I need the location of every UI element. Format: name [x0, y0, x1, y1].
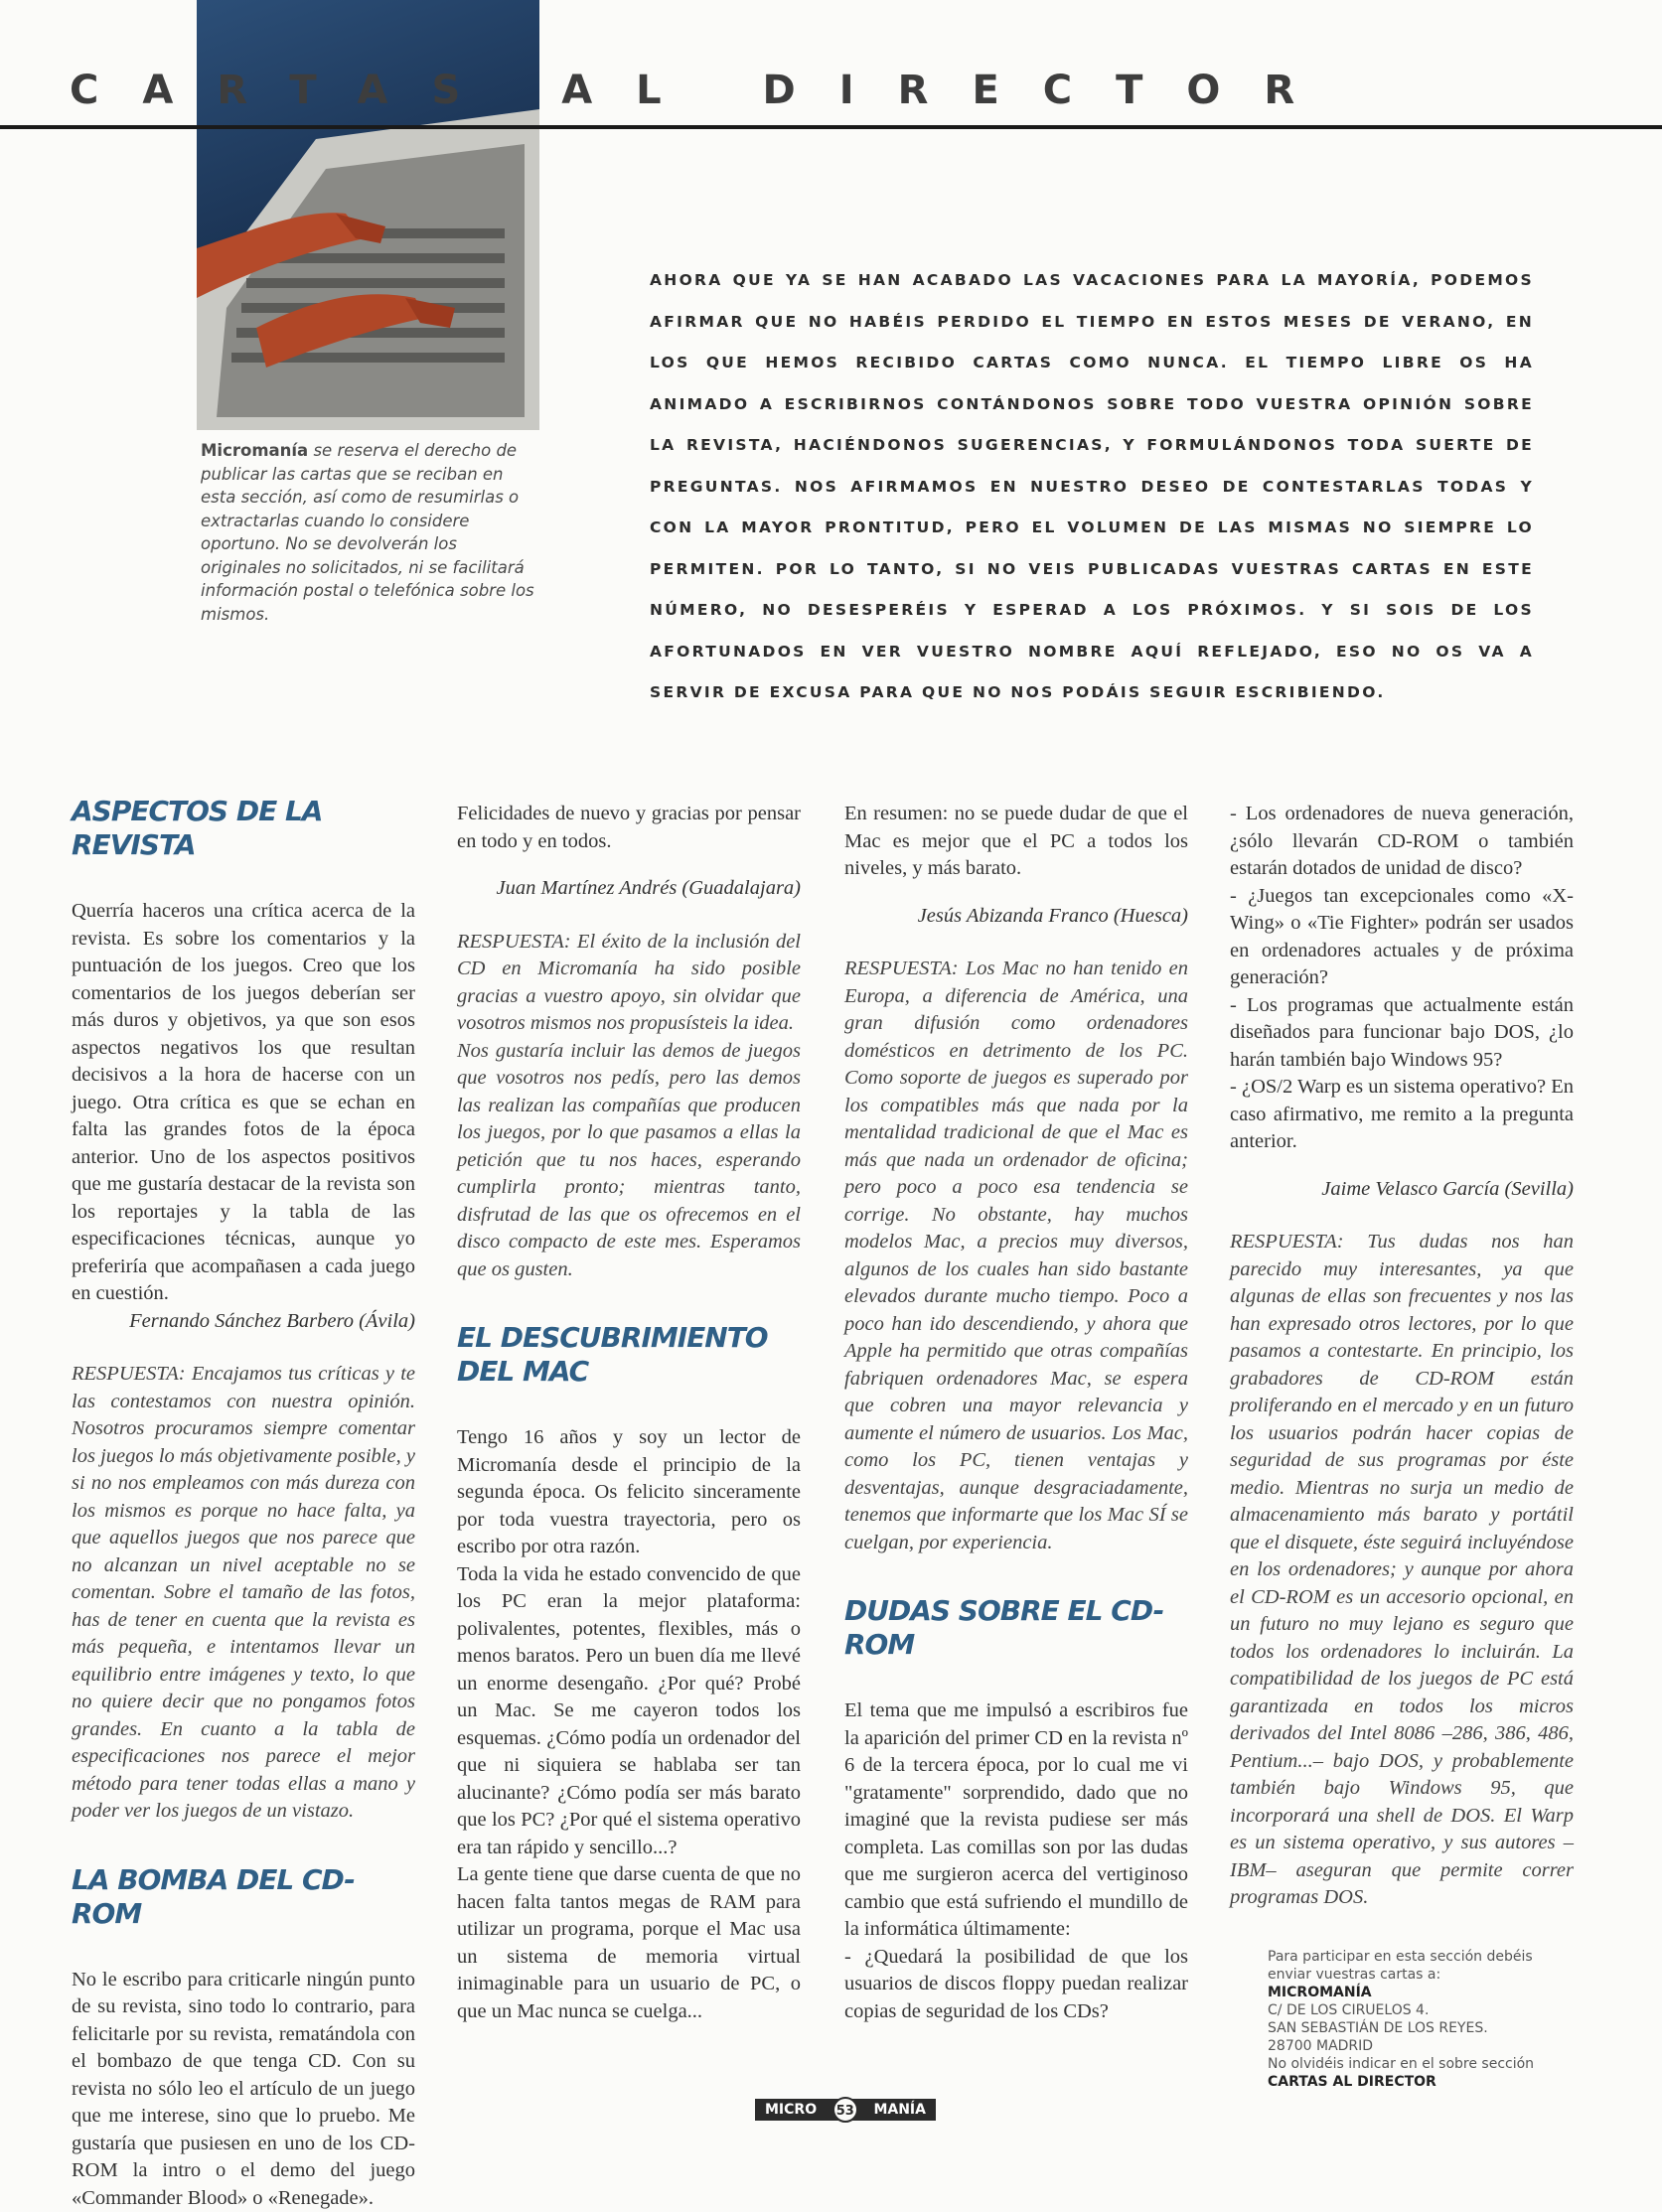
letter-question: - Los ordenadores de nueva generación, ¿sólo llevarán CD-ROM o también estarán dotados de unidad de disco? [1230, 801, 1574, 883]
letter-heading-dudas: DUDAS SOBRE EL CD-ROM [844, 1594, 1188, 1662]
keyboard-photo [197, 0, 539, 430]
letter-body: No le escribo para criticarle ningún punto de su revista, sino todo lo contrario, para felicitarle por su revista, rematándola con el bombazo de que tenga CD. Con su revista no sólo leo el artículo de un juego que me interese, sino que lo pruebo. Me gustaría que pusiesen en uno de los CD-ROM la intro o el demo del juego «Commander Blood» o «Renegade». [72, 1967, 415, 2212]
footer-logo [755, 2099, 936, 2121]
letter-heading-aspectos: ASPECTOS DE LA REVISTA [72, 795, 415, 862]
letter-signature: Jaime Velasco García (Sevilla) [1230, 1176, 1574, 1204]
contact-city: SAN SEBASTIÁN DE LOS REYES. [1268, 2019, 1574, 2037]
letter-question: - ¿OS/2 Warp es un sistema operativo? En caso afirmativo, me remito a la pregunta anterior. [1230, 1074, 1574, 1156]
contact-street: C/ DE LOS CIRUELOS 4. [1268, 2001, 1574, 2019]
section-title: CARTAS AL DIRECTOR [70, 68, 1311, 113]
letter-body: Toda la vida he estado convencido de que los PC eran la mejor plataforma: polivalentes, potentes, flexibles, más o menos baratos. Pero un buen día me llevé un enorme desengaño. ¿Por qué? Probé un Mac. Se me cayeron todos los esquemas. ¿Cómo podía un ordenador del que ni siquiera se hablaba ser tan alucinante? ¿Cómo podía ser más barato que los PC? ¿Por qué el sistema operativo era tan rápido y sencillo...? [457, 1561, 801, 1862]
intro-text: AHORA QUE YA SE HAN ACABADO LAS VACACIONES PARA LA MAYORÍA, PODEMOS AFIRMAR QUE NO HABÉIS PERDIDO EL TIEMPO EN ESTOS MESES DE VERANO, EN LOS QUE HEMOS RECIBIDO CARTAS COMO NUNCA. EL TIEMPO LIBRE OS HA ANIMADO A ESCRIBIRNOS CONTÁNDONOS SOBRE TODO VUESTRA OPINIÓN SOBRE LA REVISTA, HACIÉNDONOS SUGERENCIAS, Y FORMULÁNDONOS TODA SUERTE DE PREGUNTAS. NOS AFIRMAMOS EN NUESTRO DESEO DE CONTESTARLAS TODAS Y CON LA MAYOR PRONTITUD, PERO EL VOLUMEN DE LAS MISMAS NO SIEMPRE LO PERMITEN. POR LO TANTO, SI NO VEIS PUBLICADAS VUESTRAS CARTAS EN ESTE NÚMERO, NO DESESPERÉIS Y ESPERAD A LOS PRÓXIMOS. Y SI SOIS DE LOS AFORTUNADOS EN VER VUESTRO NOMBRE AQUÍ REFLEJADO, ESO NO OS VA A SERVIR DE EXCUSA PARA QUE NO NOS PODÁIS SEGUIR ESCRIBIENDO. [650, 260, 1534, 714]
footer-right: MANÍA [873, 2099, 926, 2121]
caption-brand: Micromanía [201, 441, 308, 460]
contact-note: No olvidéis indicar en el sobre sección [1268, 2055, 1574, 2073]
letter-body: Querría haceros una crítica acerca de la revista. Es sobre los comentarios y la puntuación de los juegos. Creo que los comentarios de los juegos deberían ser más duros y objetivos, ya que son esos aspectos negativos los que resultan decisivos a la hora de hacerse con un juego. Otra crítica es que se echan en falta las grandes fotos de la época anterior. Uno de los aspectos positivos que me gustaría destacar de la revista son los reportajes y la tabla de las especificaciones técnicas, aunque yo preferiría que acompañasen a cada juego en cuestión. [72, 898, 415, 1308]
caption-text: se reserva el derecho de publicar las cartas que se reciban en esta sección, así como de resumirlas o extractarlas cuando lo considere oportuno. No se devolverán los originales no solicitados, ni se facilitará información postal o telefónica sobre los mismos. [201, 441, 534, 624]
disclaimer-caption [201, 439, 538, 626]
letter-response: RESPUESTA: Encajamos tus críticas y te las contestamos con nuestra opinión. Nosotros procuramos siempre comentar los juegos lo más objetivamente posible, y si no nos empleamos con más dureza con los mismos es porque no hace falta, ya que aquellos juegos que nos parece que no alcanzan un nivel aceptable no se comentan. Sobre el tamaño de las fotos, has de tener en cuenta que la revista es más pequeña, e intentamos llevar un equilibrio entre imágenes y texto, lo que no quiere decir que no pongamos fotos grandes. En cuanto a la tabla de especificaciones nos parece el mejor método para tener todas ellas a mano y poder ver los juegos de un vistazo. [72, 1361, 415, 1826]
letter-response: RESPUESTA: Los Mac no han tenido en Europa, a diferencia de América, una gran difusión como ordenadores domésticos en detrimento de los PC. Como soporte de juegos es superado por los compatibles más que nada por la mentalidad tradicional de que el Mac es más que nada un ordenador de oficina; pero poco a poco esa tendencia se corrige. No obstante, hay muchos modelos Mac, a precios muy diversos, algunos de los cuales han sido bastante elevados durante mucho tiempo. Poco a poco han ido descendiendo, y ahora que Apple ha permitido que otras compañías fabriquen ordenadores Mac, se espera que cobren una mayor relevancia y aumente el número de usuarios. Los Mac, como los PC, tienen ventajas y desventajas, aunque desgraciadamente, tenemos que informarte que los Mac SÍ se cuelgan, por experiencia. [844, 956, 1188, 1556]
letter-question: - ¿Juegos tan excepcionales como «X-Wing» o «Tie Fighter» podrán ser usados en ordenadores actuales y de próxima generación? [1230, 883, 1574, 992]
letter-signature: Jesús Abizanda Franco (Huesca) [844, 903, 1188, 931]
letter-response: RESPUESTA: Tus dudas nos han parecido muy interesantes, ya que algunas de ellas son frecuentes y nos las han expresado otros lectores, por lo que pasamos a contestarte. En principio, los grabadores de CD-ROM están proliferando en el mercado y en un futuro los usuarios podrán hacer copias de seguridad de sus programas por éste medio. Mientras no surja un medio de almacenamiento más barato y portátil que el disquete, éste seguirá incluyéndose en los ordenadores; y aunque por ahora el CD-ROM es un accesorio opcional, en un futuro no muy lejano es seguro que todos los ordenadores lo incluirán. La compatibilidad de los juegos de PC está garantizada en todos los micros derivados del Intel 8086 –286, 386, 486, Pentium...– bajo DOS, y probablemente también bajo Windows 95, que incorporará una shell de DOS. El Warp es un sistema operativo, y sus autores –IBM– aseguran que permite correr programas DOS. [1230, 1229, 1574, 1912]
contact-box [1230, 1948, 1574, 2091]
letter-question: - ¿Quedará la posibilidad de que los usuarios de discos floppy puedan realizar copias de seguridad de los CDs? [844, 1944, 1188, 2026]
letter-body: La gente tiene que darse cuenta de que no hacen falta tantos megas de RAM para utilizar un programa, porque el Mac usa un sistema de memoria virtual inimaginable para un usuario de PC, o que un Mac nunca se cuelga... [457, 1861, 801, 2025]
letter-heading-bomba: LA BOMBA DEL CD-ROM [72, 1863, 415, 1931]
letter-response: RESPUESTA: El éxito de la inclusión del CD en Micromanía ha sido posible gracias a vuestro apoyo, sin olvidar que vosotros mismos nos propusísteis la idea. [457, 929, 801, 1038]
column-3 [844, 801, 1188, 2025]
page-number: 53 [832, 2097, 858, 2123]
contact-zip: 28700 MADRID [1268, 2037, 1574, 2055]
letter-heading-mac: EL DESCUBRIMIENTO DEL MAC [457, 1321, 801, 1389]
column-2 [457, 801, 801, 2025]
letter-signature: Juan Martínez Andrés (Guadalajara) [457, 875, 801, 903]
hands-on-keyboard-illustration [197, 0, 539, 430]
letter-question: - Los programas que actualmente están diseñados para funcionar bajo DOS, ¿lo harán también bajo Windows 95? [1230, 992, 1574, 1075]
contact-name: MICROMANÍA [1268, 1985, 1372, 2000]
letter-body: El tema que me impulsó a escribiros fue la aparición del primer CD en la revista nº 6 de la tercera época, por lo cual me vi "gratamente" sorprendido, dado que no imaginé que la revista pudiese ser más completa. Las comillas son por las dudas que me surgieron acerca del vertiginoso cambio que está sufriendo el mundillo de la informática últimamente: [844, 1697, 1188, 1944]
letter-body: En resumen: no se puede dudar de que el Mac es mejor que el PC a todos los niveles, y más barato. [844, 801, 1188, 883]
contact-intro: Para participar en esta sección debéis enviar vuestras cartas a: [1268, 1948, 1574, 1984]
contact-section: CARTAS AL DIRECTOR [1268, 2074, 1436, 2090]
footer-left: MICRO [765, 2099, 817, 2121]
letter-signature: Fernando Sánchez Barbero (Ávila) [72, 1308, 415, 1336]
letter-body: Tengo 16 años y soy un lector de Micromanía desde el principio de la segunda época. Os felicito sinceramente por toda vuestra trayectoria, pero os escribo por otra razón. [457, 1424, 801, 1561]
letter-body: Felicidades de nuevo y gracias por pensar en todo y en todos. [457, 801, 801, 855]
letter-response: Nos gustaría incluir las demos de juegos que vosotros nos pedís, pero las demos las realizan las compañías que producen los juegos, por lo que pasamos a ellas la petición que tu nos haces, esperando cumplirla pronto; mientras tanto, disfrutad de las que os ofrecemos en el disco compacto de este mes. Esperamos que os gusten. [457, 1038, 801, 1284]
header-rule [0, 125, 1662, 129]
column-1 [72, 795, 415, 2212]
column-4 [1230, 801, 1574, 2091]
